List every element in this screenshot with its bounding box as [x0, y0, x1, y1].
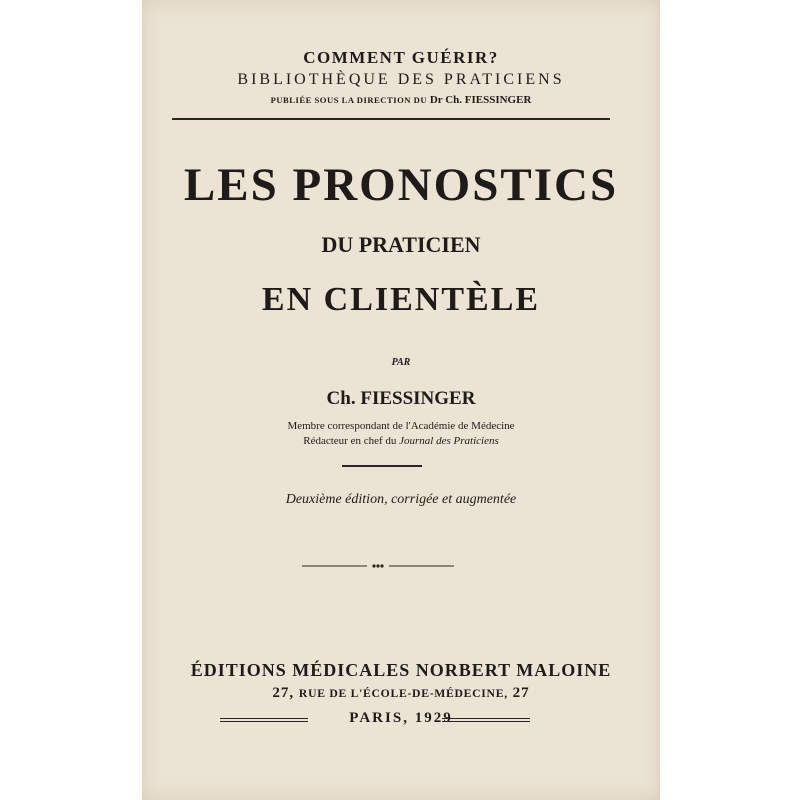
series-collection: BIBLIOTHÈQUE DES PRATICIENS: [237, 71, 565, 88]
ornament-divider: [142, 560, 660, 572]
author-role2-journal: Journal des Praticiens: [399, 435, 499, 447]
author-name-abbr: Ch.: [326, 388, 356, 409]
publisher-city-year: PARIS, 1929: [349, 710, 453, 726]
book-title-line3: EN CLIENTÈLE: [261, 281, 541, 318]
author-name-main: FIESSINGER: [360, 388, 476, 409]
author-name: [142, 388, 660, 410]
book-title-line2: DU PRATICIEN: [321, 232, 481, 257]
director-title: Dr: [429, 94, 443, 106]
author-role2-prefix: Rédacteur en chef du: [303, 435, 397, 447]
address-number: 27,: [272, 685, 295, 701]
series-title: COMMENT GUÉRIR?: [303, 48, 499, 67]
address-street: RUE DE L'ÉCOLE-DE-MÉDECINE,: [298, 687, 508, 700]
direction-prefix: PUBLIÉE SOUS LA DIRECTION DU: [270, 95, 428, 105]
director-name: Ch. FIESSINGER: [445, 94, 532, 106]
series-direction: [142, 94, 660, 106]
edition-end: corrigée et augmentée: [391, 492, 517, 507]
publisher-name: ÉDITIONS MÉDICALES NORBERT MALOINE: [190, 660, 612, 680]
author-role1: Membre correspondant de l'Académie de Médecine: [287, 420, 515, 432]
title-page: [142, 0, 660, 800]
right-double-rule: [442, 718, 530, 722]
author-rule: [342, 465, 422, 467]
edition-line: [142, 492, 660, 508]
book-title-line1: LES PRONOSTICS: [183, 159, 619, 211]
author-role2: [142, 435, 660, 447]
header-rule: [172, 118, 610, 120]
publisher-address: [142, 685, 660, 702]
edition-start: Deuxième édition,: [285, 492, 388, 507]
author-by: PAR: [391, 357, 411, 368]
address-number-end: 27: [512, 685, 530, 701]
